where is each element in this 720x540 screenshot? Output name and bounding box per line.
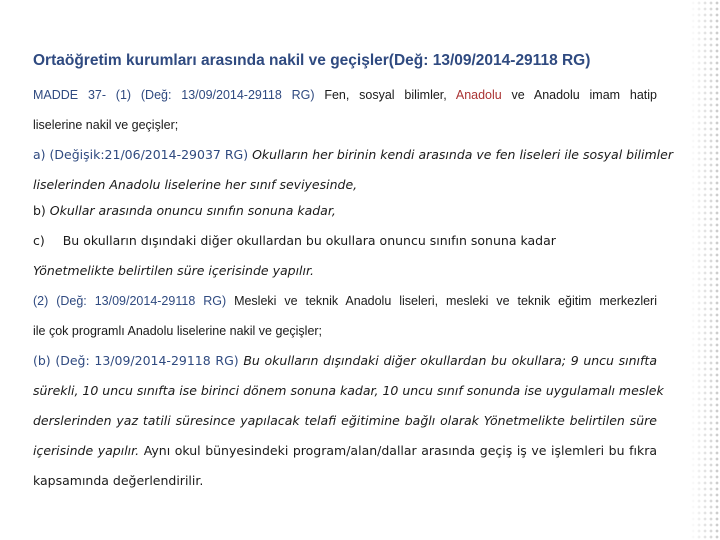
paragraph-2b-line-3: derslerinden yaz tatili süresince yapılacak telafi eğitimine bağlı olarak Yönetmelikte belirtilen süre	[33, 413, 657, 428]
page-title: Ortaöğretim kurumları arasında nakil ve geçişler(Değ: 13/09/2014-29118 RG)	[33, 52, 591, 69]
paragraph-2b-text-1: Bu okulların dışındaki diğer okullardan bu okullara; 9 uncu sınıfta	[243, 353, 657, 368]
paragraph-2-text: Mesleki ve teknik Anadolu liseleri, mesleki ve teknik eğitim merkezleri	[234, 294, 657, 308]
madde-37-anadolu: Anadolu	[455, 88, 502, 102]
paragraph-2b-line-5: kapsamında değerlendirilir.	[33, 473, 204, 488]
madde-37-line-2: liselerine nakil ve geçişler;	[33, 118, 179, 132]
note-paragraph	[33, 256, 657, 286]
item-b-text: Okullar arasında onuncu sınıfın sonuna kadar,	[49, 203, 336, 218]
item-b-label: b)	[33, 203, 46, 218]
decorative-dotted-edge	[690, 0, 720, 540]
paragraph-2b-line-4-italic: içerisinde yapılır.	[33, 443, 140, 458]
item-b-paragraph	[33, 196, 657, 226]
madde-37-text-2: ve Anadolu imam hatip	[511, 88, 657, 102]
item-a-reference: a) (Değişik:21/06/2014-29037 RG)	[33, 147, 249, 162]
paragraph-2-line-1	[33, 286, 657, 316]
paragraph-2-reference: (2) (Değ: 13/09/2014-29118 RG)	[33, 294, 227, 308]
paragraph-2b-line-4	[33, 436, 657, 466]
item-a-line-2-italic: her sınıf seviyesinde,	[224, 177, 358, 192]
item-c-text: Bu okulların dışındaki diğer okullardan bu okullara onuncu sınıfın sonuna kadar	[62, 233, 556, 248]
item-a-text: ve fen liseleri ile sosyal bilimler	[476, 147, 673, 162]
item-a-line-2-text: liselerinden Anadolu liselerine	[33, 177, 221, 192]
madde-37-paragraph	[33, 80, 657, 140]
item-a-italic-text: Okulların her birinin kendi arasında	[252, 147, 473, 162]
item-b-line	[33, 203, 336, 218]
item-c-label: c)	[33, 233, 45, 248]
paragraph-2b-line-2: sürekli, 10 uncu sınıfta ise birinci dönem sonuna kadar, 10 uncu sınıf sonunda ise uygulamalı meslek	[33, 383, 664, 398]
paragraph-2-line-2: ile çok programlı Anadolu liselerine nakil ve geçişler;	[33, 324, 323, 338]
madde-37-reference: MADDE 37- (1) (Değ: 13/09/2014-29118 RG)	[33, 88, 315, 102]
madde-37-line-1	[33, 80, 657, 110]
paragraph-2b-line-1	[33, 346, 657, 376]
paragraph-2b-line-4-text: Aynı okul bünyesindeki program/alan/dallar arasında geçiş iş ve işlemleri bu fıkra	[143, 443, 657, 458]
item-c-line	[33, 233, 556, 248]
item-a-line-1	[33, 140, 673, 170]
item-a-line-2	[33, 177, 357, 192]
madde-37-text-1: Fen, sosyal bilimler,	[324, 88, 447, 102]
paragraph-2b	[33, 346, 664, 496]
item-c-paragraph	[33, 226, 657, 256]
note-text: Yönetmelikte belirtilen süre içerisinde yapılır.	[33, 263, 314, 278]
paragraph-2b-reference: (b) (Değ: 13/09/2014-29118 RG)	[33, 353, 239, 368]
item-a-paragraph	[33, 140, 673, 200]
paragraph-2	[33, 286, 657, 346]
